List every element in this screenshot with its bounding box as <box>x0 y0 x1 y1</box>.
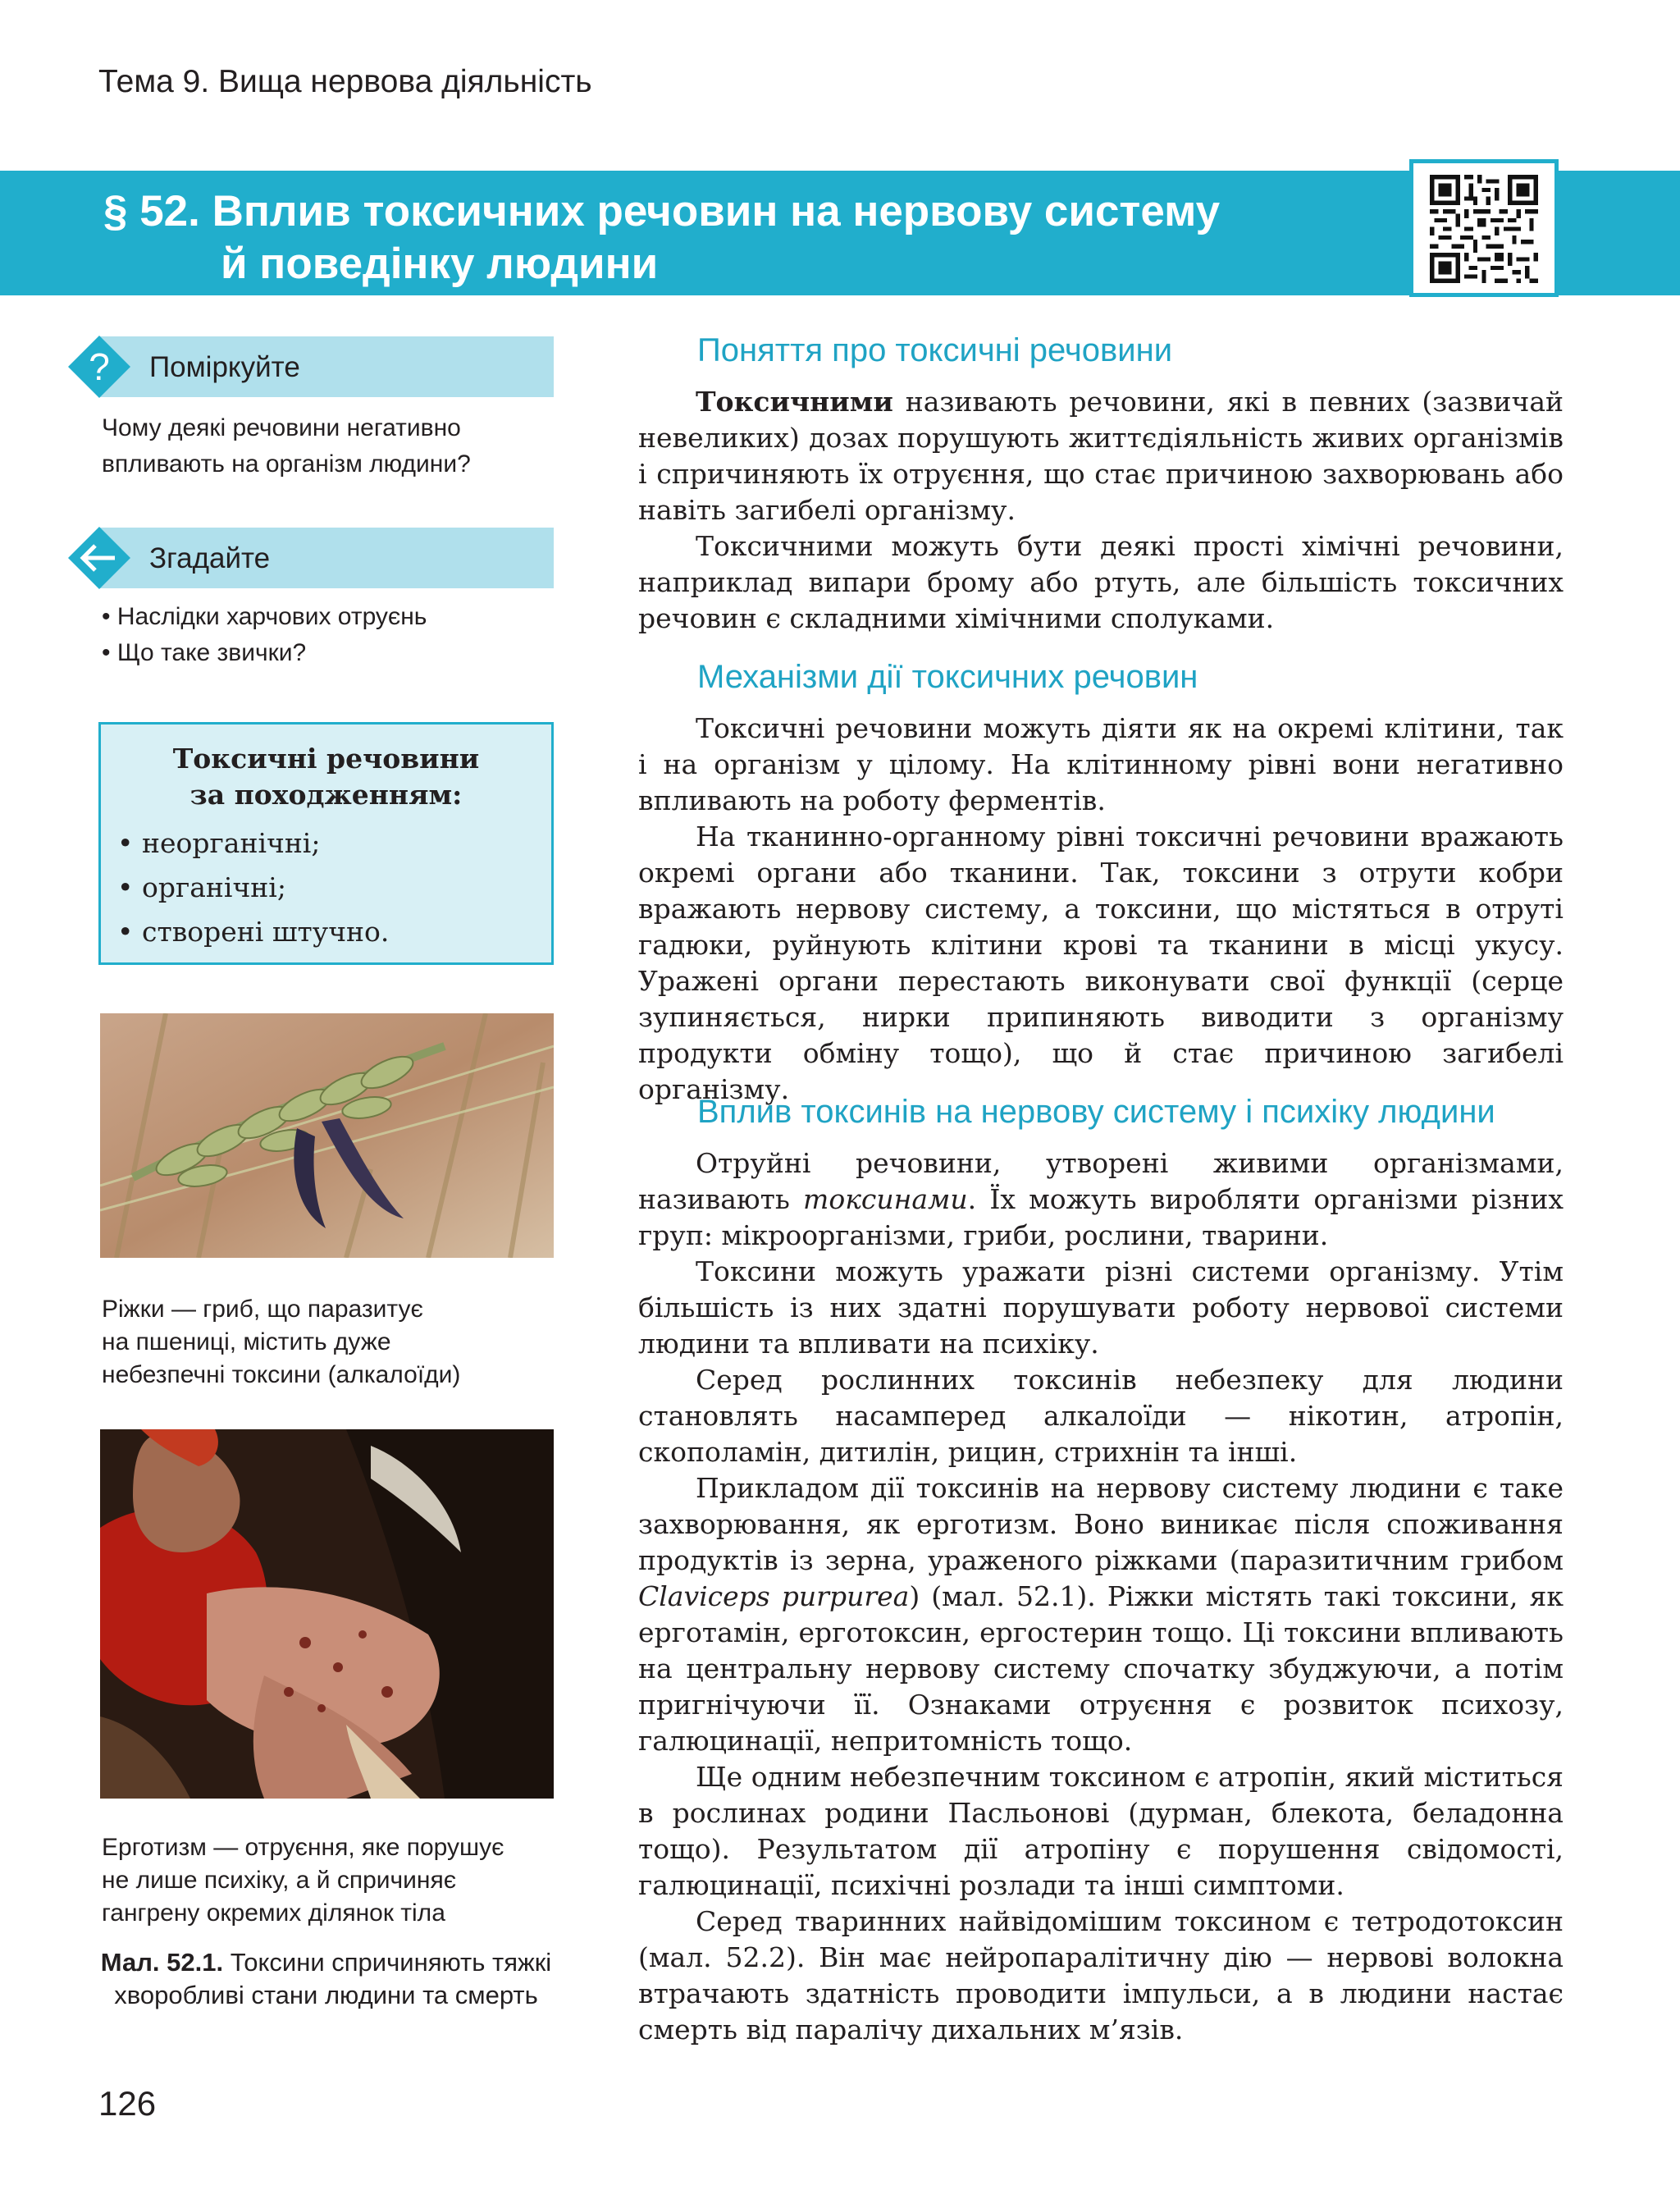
classification-title-line1: Токсичні речовини <box>172 743 480 775</box>
list-item: • органічні; <box>117 866 551 910</box>
chapter-title-line1: § 52. Вплив токсичних речовин на нервову систему <box>103 187 1221 235</box>
term: Токсичними <box>696 386 893 418</box>
section-heading: Механізми дії токсичних речовин <box>697 659 1198 695</box>
classification-list <box>101 821 551 954</box>
qr-code-icon[interactable] <box>1409 159 1559 297</box>
paragraph <box>638 1470 1564 1759</box>
figure2-caption <box>102 1831 504 1930</box>
term: токсинами <box>803 1183 968 1215</box>
figure2-caption-line: гангрену окремих ділянок тіла <box>102 1899 445 1927</box>
paragraph: Серед тваринних найвідомішим токсином є тетродотоксин (мал. 52.2). Він має нейропаралітичну дію — нервові волокна втрачають здатність проводити імпульси, а в людини настає смерть від паралічу дихальних м’язів. <box>638 1905 1564 2046</box>
latin-name: Claviceps purpurea <box>638 1580 910 1612</box>
chapter-banner <box>0 171 1680 295</box>
recall-header <box>98 528 554 588</box>
recall-item: • Наслідки харчових отруєнь <box>102 603 427 630</box>
paragraph: Серед рослинних токсинів небезпеку для людини становлять насамперед алкалоїди — нікотин, атропін, скополамін, дитилін, рицин, стрихнін та інші. <box>638 1364 1564 1468</box>
paragraph: Токсини можуть уражати різні системи організму. Утім більшість із них здатні порушувати роботу нервової системи людини та впливати на психіку. <box>638 1255 1564 1360</box>
paragraph: Токсичними можуть бути деякі прості хімічні речовини, наприклад випари брому або ртуть, але більшість токсичних речовин є складними хімічними сполуками. <box>638 530 1564 634</box>
figure2-caption-line: не лише психіку, а й спричиняє <box>102 1867 457 1894</box>
classification-box <box>98 722 554 965</box>
ergotism-painting-photo <box>100 1429 554 1799</box>
figure-caption-text: Токсини спричиняють тяжкі хворобливі стани людини та смерть <box>114 1948 552 2009</box>
classification-title-line2: за походженням: <box>189 779 463 811</box>
think-question <box>102 410 471 482</box>
section-heading: Вплив токсинів на нервову систему і психіку людини <box>697 1094 1495 1130</box>
paragraph-text: називають речовини, які в певних (зазвичай невеликих) дозах порушують життєдіяльність живих організмів і спричиняють їх отруєння, що стає причиною захворювань або навіть загибелі організму. <box>638 386 1564 526</box>
paragraph-text: . Їх можуть виробляти організми різних груп: мікроорганізми, гриби, рослини, тварини. <box>638 1183 1564 1251</box>
recall-item: • Що таке звички? <box>102 639 307 666</box>
think-header <box>89 336 554 397</box>
page-number: 126 <box>98 2084 157 2123</box>
figure1-caption <box>102 1293 460 1392</box>
figure-label: Мал. 52.1. <box>100 1948 224 1977</box>
paragraph-text: Прикладом дії токсинів на нервову систему людини є таке захворювання, як ерготизм. Воно виникає після споживання продуктів із зерна, ураженого ріжками (паразитичним грибом <box>638 1472 1564 1576</box>
think-label: Поміркуйте <box>149 351 300 383</box>
paragraph <box>638 1145 1564 1254</box>
topic-header: Тема 9. Вища нервова діяльність <box>98 64 592 99</box>
figure1-caption-line: небезпечні токсини (алкалоїди) <box>102 1361 461 1388</box>
paragraph <box>638 384 1564 528</box>
paragraph-text: ) (мал. 52.1). Ріжки містять такі токсини, як ерготамін, ерготоксин, ергостерин тощо. Ці токсини впливають на центральну нервову систему спочатку збуджуючи, а потім пригнічуючи її. Ознаками отруєння є розвиток психозу, галюцинації, непритомність тощо. <box>638 1580 1564 1757</box>
figure-caption <box>98 1946 554 2012</box>
paragraph: На тканинно-органному рівні токсичні речовини вражають окремі органи або тканини. Так, токсини з отрути кобри вражають нервову систему, а токсини, що містяться в отруті гадюки, руйнують клітини крові та тканини в місці укусу. Уражені органи перестають виконувати свої функції (серце зупиняється, нирки припиняють виводити з організму продукти обміну тощо), що й стає причиною загибелі організму. <box>638 821 1564 1105</box>
classification-title <box>101 741 551 813</box>
figure2-caption-line: Ерготизм — отруєння, яке порушує <box>102 1834 504 1861</box>
recall-list <box>102 599 427 671</box>
figure1-caption-line: на пшениці, містить дуже <box>102 1328 391 1355</box>
paragraph: Ще одним небезпечним токсином є атропін, який міститься в рослинах родини Пасльонові (дурман, блекота, беладонна тощо). Результатом дії атропіну є порушення свідомості, галюцинації, психічні розлади та інші симптоми. <box>638 1761 1564 1901</box>
chapter-title <box>103 185 1220 290</box>
paragraph-text: Отруйні речовини, утворені живими організмами, називають <box>638 1147 1564 1215</box>
paragraph: Токсичні речовини можуть діяти як на окремі клітини, так і на організм у цілому. На клітинному рівні вони негативно впливають на роботу ферментів. <box>638 712 1564 816</box>
list-item: • створені штучно. <box>117 910 551 954</box>
figure1-caption-line: Ріжки — гриб, що паразитує <box>102 1296 423 1323</box>
svg-text:?: ? <box>89 345 110 388</box>
section-heading: Поняття про токсичні речовини <box>697 332 1173 368</box>
think-question-line1: Чому деякі речовини негативно <box>102 414 461 441</box>
think-question-line2: впливають на організм людини? <box>102 450 471 478</box>
list-item: • неорганічні; <box>117 821 551 866</box>
recall-label: Згадайте <box>149 542 271 574</box>
arrow-left-diamond-icon <box>67 526 131 590</box>
chapter-title-line2: й поведінку людини <box>221 240 659 288</box>
ergot-wheat-photo <box>100 1013 554 1258</box>
question-mark-diamond-icon <box>67 335 131 399</box>
